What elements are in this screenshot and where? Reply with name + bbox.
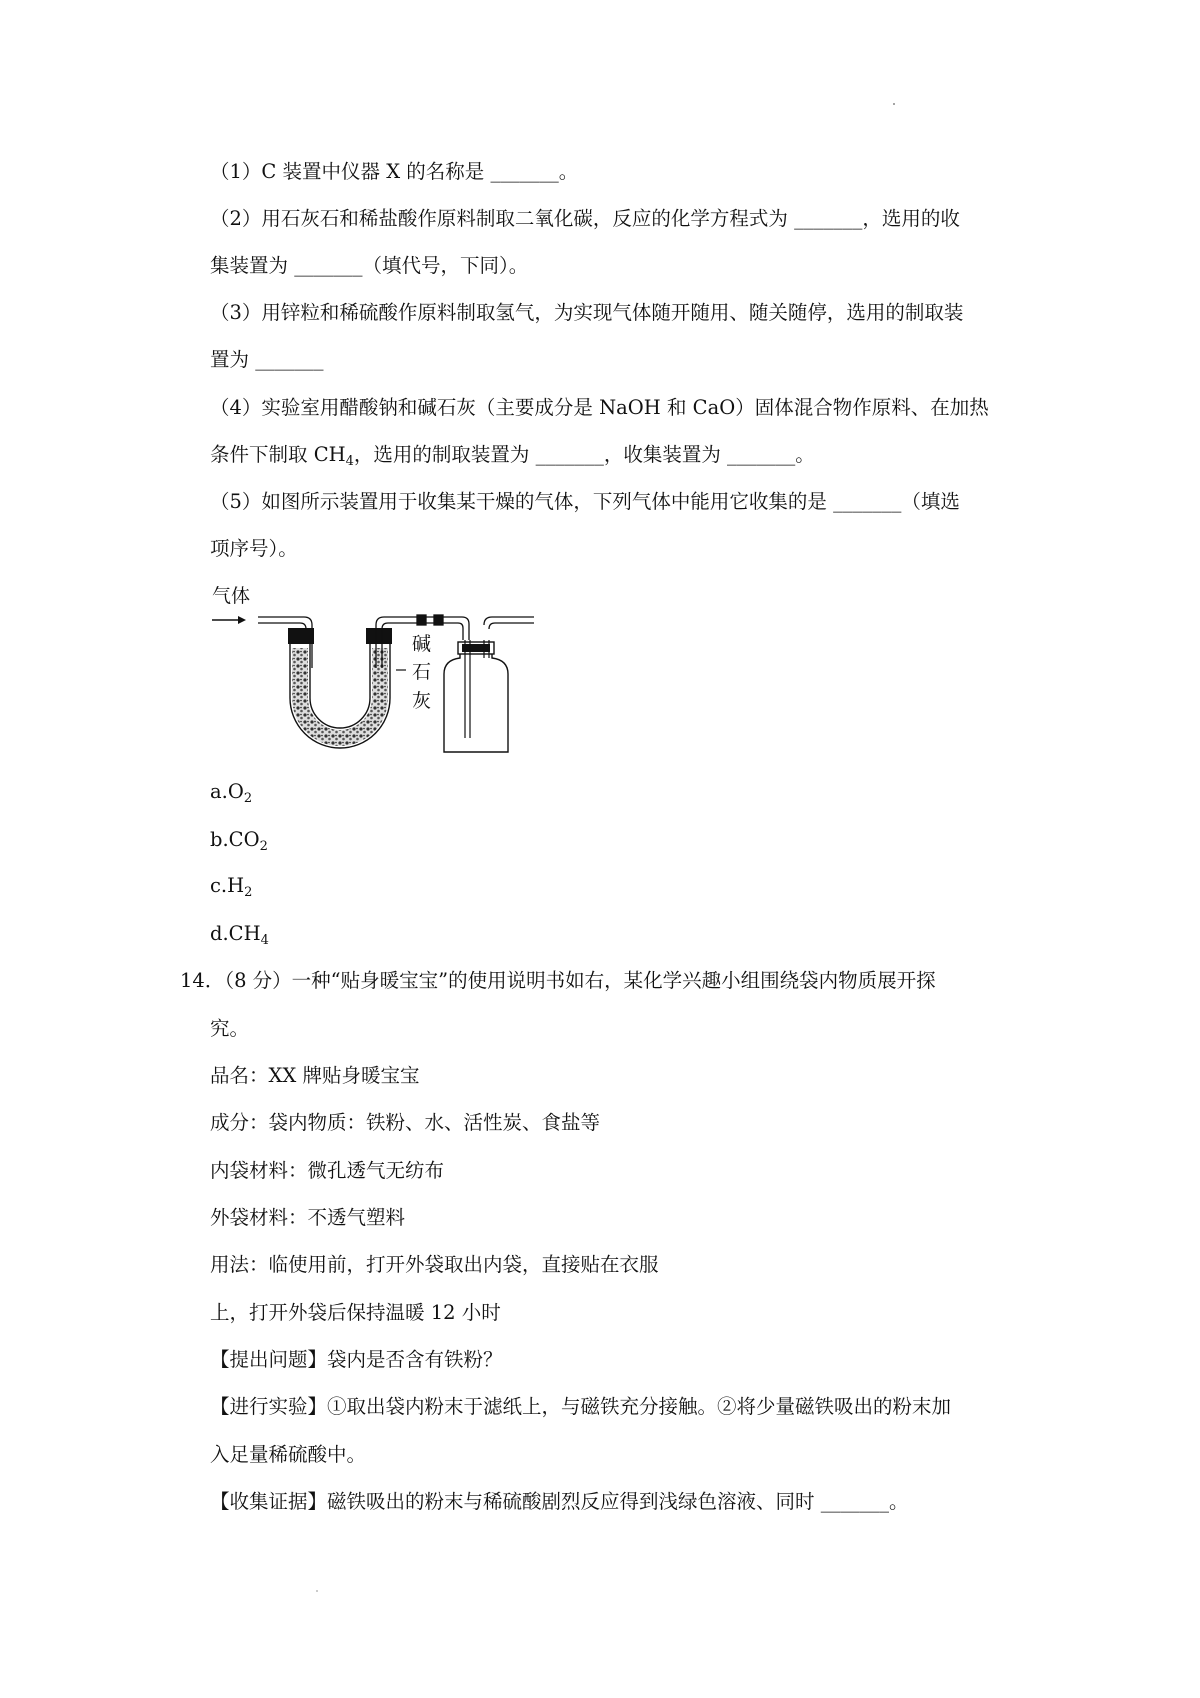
scan-speck	[893, 103, 895, 105]
option-a-subscript: 2	[243, 791, 253, 806]
question-13-part-5-line-2: 项序号）。	[210, 537, 298, 560]
option-c	[210, 872, 252, 900]
question-14-heading-cont: 究。	[210, 1017, 250, 1040]
question-13-part-5-line-1: （5）如图所示装置用于收集某干燥的气体，下列气体中能用它收集的是 _______（填选	[210, 490, 960, 513]
absorbent-label-char-3: 灰	[412, 690, 432, 712]
usage-line-2: 上，打开外袋后保持温暖 12 小时	[210, 1301, 501, 1324]
option-c-text: c.H	[210, 874, 245, 897]
left-stopper	[288, 628, 314, 644]
option-a-text: a.O	[210, 780, 244, 803]
option-d-text: d.CH	[210, 922, 261, 945]
question-13-part-4-line-1: （4）实验室用醋酸钠和碱石灰（主要成分是 NaOH 和 CaO）固体混合物作原料、在加热	[210, 396, 989, 419]
product-name: 品名：XX 牌贴身暖宝宝	[210, 1064, 420, 1087]
gas-label: 气体	[212, 585, 251, 607]
arrow-icon	[212, 616, 246, 624]
question-13-part-4-line-2	[210, 441, 815, 469]
absorbent-label-char-1: 碱	[412, 633, 432, 655]
outer-bag-material: 外袋材料：不透气塑料	[210, 1206, 406, 1229]
option-d	[210, 920, 269, 948]
question-13-part-3-line-2: 置为 _______	[210, 348, 324, 371]
option-b	[210, 826, 268, 854]
absorbent-label-char-2: 石	[412, 661, 432, 683]
option-a	[210, 778, 252, 806]
question-13-part-2-line-1: （2）用石灰石和稀盐酸作原料制取二氧化碳，反应的化学方程式为 _______，选用的收	[210, 207, 960, 230]
scan-speck-bottom	[316, 1590, 318, 1592]
option-b-text: b.CO	[210, 828, 260, 851]
usage-line-1: 用法：临使用前，打开外袋取出内袋，直接贴在衣服	[210, 1253, 659, 1276]
experiment-line-1: 【进行实验】①取出袋内粉末于滤纸上，与磁铁充分接触。②将少量磁铁吸出的粉末加	[210, 1395, 952, 1418]
question-13-part-1: （1）C 装置中仪器 X 的名称是 _______。	[210, 160, 579, 183]
soda-lime-fill	[292, 648, 388, 746]
q4-text-post: ，选用的制取装置为 _______，收集装置为 _______。	[353, 443, 815, 466]
collecting-bottle	[444, 617, 534, 752]
q4-text-pre: 条件下制取 CH	[210, 443, 346, 466]
gas-collection-apparatus-figure	[212, 580, 552, 756]
outlet-tube	[484, 617, 534, 629]
experiment-line-2: 入足量稀硫酸中。	[210, 1443, 367, 1466]
right-stopper	[366, 628, 392, 644]
option-c-subscript: 2	[244, 885, 253, 900]
q4-subscript: 4	[345, 454, 354, 469]
question-13-part-2-line-2: 集装置为 _______（填代号，下同）。	[210, 254, 529, 277]
option-b-subscript: 2	[259, 839, 268, 854]
question-13-part-3-line-1: （3）用锌粒和稀硫酸作原料制取氢气，为实现气体随开随用、随关随停，选用的制取装	[210, 301, 964, 324]
question-14-heading: 14．（8 分）一种“贴身暖宝宝”的使用说明书如右，某化学兴趣小组围绕袋内物质展开探	[180, 969, 936, 992]
option-d-subscript: 4	[260, 933, 269, 948]
raise-question: 【提出问题】袋内是否含有铁粉？	[210, 1348, 503, 1371]
inner-bag-material: 内袋材料：微孔透气无纺布	[210, 1159, 445, 1182]
collect-evidence: 【收集证据】磁铁吸出的粉末与稀硫酸剧烈反应得到浅绿色溶液、同时 _______。	[210, 1490, 909, 1513]
product-ingredients: 成分：袋内物质：铁粉、水、活性炭、食盐等	[210, 1111, 601, 1134]
